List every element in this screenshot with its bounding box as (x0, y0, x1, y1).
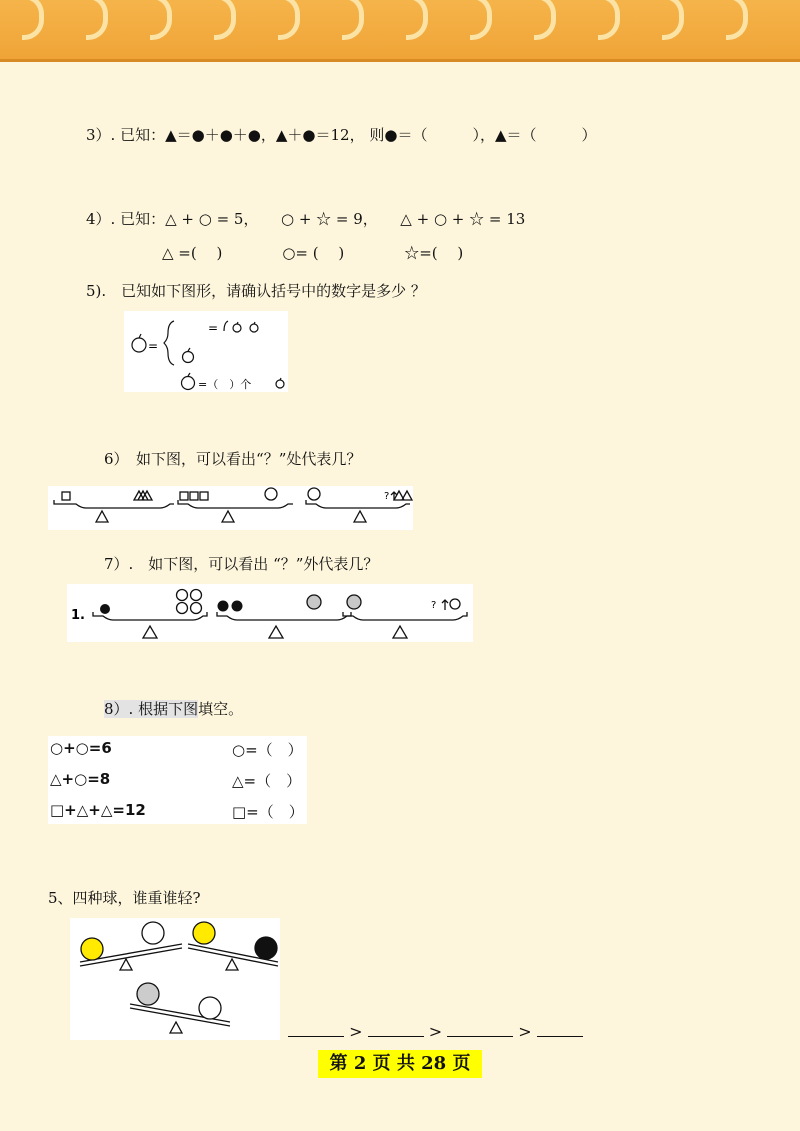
binder-ring-icon (470, 0, 492, 40)
binder-ring-icon (22, 0, 44, 40)
answer-blank-1[interactable] (288, 1023, 344, 1037)
beam (343, 612, 467, 620)
page-indicator: 第 2 页 共 28 页 (318, 1050, 482, 1078)
binder-ring-icon (214, 0, 236, 40)
yellow-ball-icon (81, 938, 103, 960)
apple-icon (183, 352, 194, 363)
gray-ball-icon (137, 983, 159, 1005)
triangles-icon (394, 491, 412, 500)
beam (93, 612, 207, 620)
question-3: 3）. 已知：▲＝●＋●＋●，▲＋●＝12， 则●＝（ ），▲＝（ ） (86, 126, 597, 144)
yellow-ball-icon (193, 922, 215, 944)
binder-ring-icon (86, 0, 108, 40)
apple-icon (233, 324, 241, 332)
apple-icon (250, 324, 258, 332)
balls-figure (70, 918, 280, 1040)
balance-figure-7 (67, 584, 473, 642)
binder-ring-icon (150, 0, 172, 40)
beam (306, 500, 410, 508)
question-4-line-2: △ =( ) ○= ( ) ☆=( ) (162, 244, 464, 262)
equation-left-2: △+○=8 (50, 770, 111, 788)
question-7: 7）. 如下图，可以看出 “？”外代表几？ (104, 555, 379, 573)
svg-text:=: = (208, 321, 219, 335)
apple-answer: =（ ）个 (198, 378, 252, 391)
black-ball-icon (255, 937, 277, 959)
binder-ring-icon (278, 0, 300, 40)
equation-left-1: ○+○=6 (50, 739, 112, 757)
fulcrum (222, 511, 234, 522)
triangles-icon (134, 491, 152, 500)
apple-stem (139, 334, 141, 338)
fulcrum (143, 626, 157, 638)
question-4-line-1: 4）. 已知：△ + ○ = 5， ○ + ☆ = 9， △ + ○ + ☆ = 13 (86, 210, 526, 228)
white-ball-icon (199, 997, 221, 1019)
answer-blank-4[interactable] (537, 1023, 583, 1037)
fulcrum (269, 626, 283, 638)
balance-figure-6 (48, 486, 413, 530)
binder-ring-icon (342, 0, 364, 40)
answer-blank-2[interactable] (368, 1023, 424, 1037)
binder-ring-icon (598, 0, 620, 40)
equation-right-3: □=（ ） (232, 803, 304, 821)
square-icon (62, 492, 70, 500)
svg-text:1.: 1. (71, 608, 85, 623)
apple-icon (132, 338, 146, 352)
equation-left-3: □+△+△=12 (50, 801, 146, 819)
circle-icon (265, 488, 277, 500)
header-banner (0, 0, 800, 62)
question-mark: ? (384, 491, 390, 502)
svg-text:=: = (148, 339, 159, 353)
equation-right-2: △=（ ） (232, 772, 302, 790)
equation-table (48, 736, 307, 824)
equation-right-1: ○=（ ） (232, 741, 303, 759)
svg-text:?: ? (431, 600, 437, 611)
brace (164, 321, 174, 365)
apple-icon (182, 377, 195, 390)
fulcrum (393, 626, 407, 638)
beam (217, 612, 351, 620)
apple-figure (124, 311, 288, 392)
answer-blank-3[interactable] (447, 1023, 513, 1037)
fulcrum (354, 511, 366, 522)
order-answer-line: > > > (288, 1022, 583, 1041)
binder-ring-icon (534, 0, 556, 40)
question-8: 8）. 根据下图填空。 (104, 700, 244, 718)
apple-icon (276, 380, 284, 388)
binder-ring-icon (662, 0, 684, 40)
question-balls: 5、四种球，谁重谁轻? (48, 889, 201, 907)
question-5: 5). 已知如下图形，请确认括号中的数字是多少 ？ (86, 282, 426, 300)
question-6: 6） 如下图，可以看出“？”处代表几？ (104, 450, 362, 468)
beam (54, 500, 174, 508)
beam (178, 500, 293, 508)
binder-ring-icon (406, 0, 428, 40)
white-ball-icon (142, 922, 164, 944)
fulcrum (96, 511, 108, 522)
binder-ring-icon (726, 0, 748, 40)
